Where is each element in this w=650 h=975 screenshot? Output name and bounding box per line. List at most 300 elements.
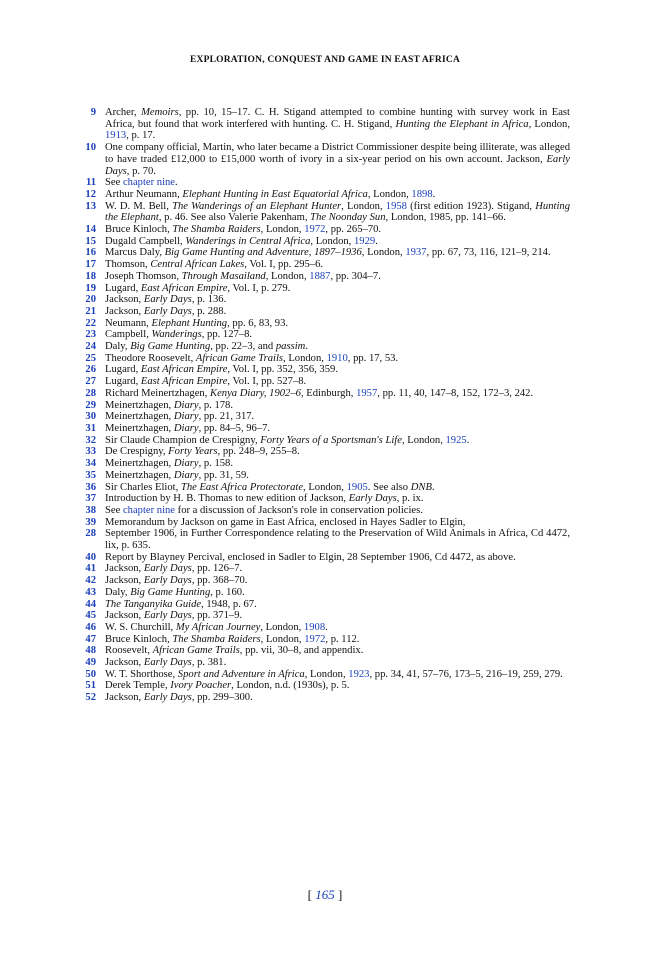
italic-title: The Noonday Sun: [310, 212, 386, 224]
italic-title: Early Days: [143, 657, 192, 669]
italic-title: Early Days: [143, 305, 192, 317]
endnote: [70, 622, 570, 634]
endnote-number[interactable]: 23: [85, 329, 96, 341]
endnote: [70, 107, 570, 142]
note-text-segment: , London,: [401, 434, 446, 446]
endnote: [70, 482, 570, 494]
endnote-number[interactable]: 32: [85, 434, 96, 446]
endnote: [70, 528, 570, 551]
note-text-segment: , London,: [310, 235, 354, 247]
note-text-segment: Introduction by H. B. Thomas to new edition of Jackson,: [105, 493, 349, 505]
italic-title: Hunting the Elephant in Africa: [395, 118, 529, 130]
endnote-number[interactable]: 45: [85, 610, 96, 622]
note-text-segment: One company official, Martin, who later became a District Commissioner despite being illiterate, was alleged to have traded £12,000 to £15,000 worth of ivory in a six-year period on his own account. Jackson,: [105, 142, 570, 165]
endnote: [70, 645, 570, 657]
endnote-number[interactable]: 17: [85, 259, 96, 271]
endnote: [70, 634, 570, 646]
endnote-text: [105, 435, 570, 447]
endnote-number[interactable]: 30: [85, 411, 96, 423]
endnote-number[interactable]: 12: [85, 188, 96, 200]
endnote: [70, 400, 570, 412]
page-number-value[interactable]: 165: [315, 887, 335, 902]
endnote-text: [105, 599, 570, 611]
italic-title: Diary: [173, 411, 199, 423]
endnote-number[interactable]: 9: [90, 107, 96, 118]
note-text-segment: , pp. 84–5, 96–7.: [198, 422, 271, 434]
endnote-text: [105, 201, 570, 224]
endnote-text: [105, 283, 570, 295]
note-text-segment: , London, n.d. (1930s), p. 5.: [231, 680, 350, 692]
endnote-text: [105, 657, 570, 669]
endnote: [70, 318, 570, 330]
note-text-segment: , p. 46. See also Valerie Pakenham,: [158, 212, 311, 224]
note-text-segment: Sir Claude Champion de Crespigny,: [105, 434, 261, 446]
endnote-text: [105, 400, 570, 412]
note-text-segment: Richard Meinertzhagen,: [105, 387, 211, 399]
note-text-segment: , pp. 126–7.: [191, 563, 243, 575]
note-text-segment: Neumann,: [105, 317, 152, 329]
endnote: [70, 599, 570, 611]
note-text-segment: , pp. 371–9.: [191, 610, 243, 622]
note-text-segment: Lugard,: [105, 364, 141, 376]
note-text-segment: , p. 136.: [191, 294, 227, 306]
note-text-segment: W. D. M. Bell,: [105, 200, 173, 212]
endnote: [70, 458, 570, 470]
note-text-segment: Jackson,: [105, 563, 144, 575]
endnote-number[interactable]: 18: [85, 270, 96, 282]
note-text-segment: , London, 1985, pp. 141–66.: [385, 212, 506, 224]
endnote: [70, 376, 570, 388]
endnote: [70, 552, 570, 564]
italic-title: Central African Lakes: [150, 259, 245, 271]
endnote-text: [105, 177, 570, 189]
endnote-text: [105, 388, 570, 400]
note-text-segment: , p. 70.: [126, 165, 156, 177]
note-text-segment: , pp. 248–9, 255–8.: [217, 446, 300, 458]
italic-title: Early Days: [143, 610, 192, 622]
note-text-segment: W. T. Shorthose,: [105, 668, 178, 680]
cross-reference-link[interactable]: 1972: [304, 224, 326, 236]
endnote-text: [105, 610, 570, 622]
note-text-segment: , pp. 17, 53.: [347, 352, 399, 364]
endnote-text: [105, 423, 570, 435]
endnote: [70, 505, 570, 517]
endnote-text: [105, 329, 570, 341]
note-text-segment: , London,: [283, 352, 327, 364]
cross-reference-link[interactable]: chapter nine: [122, 504, 176, 516]
note-text-segment: Joseph Thomson,: [105, 270, 182, 282]
italic-title: The East Africa Protectorate: [180, 481, 304, 493]
endnote: [70, 411, 570, 423]
endnote-text: [105, 669, 570, 681]
cross-reference-link[interactable]: chapter nine: [122, 177, 176, 189]
italic-title: My African Journey: [175, 621, 261, 633]
cross-reference-link[interactable]: 1937: [405, 247, 427, 259]
cross-reference-link[interactable]: 1887: [309, 270, 331, 282]
endnote: [70, 271, 570, 283]
note-text-segment: , p. 112.: [325, 633, 360, 645]
endnote-number[interactable]: 40: [85, 551, 96, 563]
endnote: [70, 563, 570, 575]
note-text-segment: , pp. 6, 83, 93.: [227, 317, 289, 329]
endnote-number[interactable]: 47: [85, 633, 96, 645]
endnote-text: [105, 364, 570, 376]
italic-title: DNB: [410, 481, 432, 493]
note-text-segment: Bruce Kinloch,: [105, 633, 173, 645]
endnote: [70, 306, 570, 318]
note-text-segment: Arthur Neumann,: [105, 188, 183, 200]
italic-title: Forty Years of a Sportsman's Life: [260, 434, 402, 446]
note-text-segment: , p. 178.: [198, 399, 233, 411]
cross-reference-link[interactable]: 1972: [304, 633, 326, 645]
cross-reference-link[interactable]: 1908: [303, 621, 326, 633]
italic-title: Through Masailand: [181, 270, 266, 282]
italic-title: The Shamba Raiders: [172, 633, 261, 645]
endnote-number[interactable]: 44: [85, 598, 96, 610]
endnote-number[interactable]: 31: [85, 422, 96, 434]
note-text-segment: , Vol. I, pp. 295–6.: [244, 259, 324, 271]
endnote-number[interactable]: 11: [85, 177, 96, 189]
endnote-text: [105, 411, 570, 423]
endnote-text: [105, 680, 570, 692]
endnote: [70, 294, 570, 306]
italic-title: Hunting the Elephant: [105, 200, 570, 224]
endnote-text: [105, 446, 570, 458]
italic-title: Diary: [173, 422, 199, 434]
note-text-segment: Theodore Roosevelt,: [105, 352, 196, 364]
endnote: [70, 388, 570, 400]
note-text-segment: , London,: [341, 200, 386, 212]
endnote-text: [105, 505, 570, 517]
note-text-segment: , Vol. I, pp. 527–8.: [227, 376, 307, 388]
cross-reference-link[interactable]: 1957: [356, 387, 378, 399]
note-text-segment: , p. ix.: [396, 493, 424, 505]
cross-reference-link[interactable]: 1898: [411, 188, 433, 200]
note-text-segment: , pp. 368–70.: [191, 575, 248, 587]
note-text-segment: Campbell,: [105, 329, 152, 341]
note-text-segment: , Edinburgh,: [300, 387, 357, 399]
italic-title: Sport and Adventure in Africa: [177, 668, 305, 680]
note-text-segment: Marcus Daly,: [105, 247, 165, 259]
endnote: [70, 435, 570, 447]
note-text-segment: September 1906, in Further Correspondence relating to the Preservation of Wild Animals in Africa, Cd 4472, lix, p. 635.: [105, 528, 570, 552]
endnote: [70, 669, 570, 681]
endnote: [70, 259, 570, 271]
endnote-text: [105, 493, 570, 505]
endnote-number[interactable]: 41: [85, 563, 96, 575]
italic-title: Early Days: [143, 563, 192, 575]
endnote-number[interactable]: 28: [85, 387, 96, 399]
italic-title: Elephant Hunting: [151, 317, 228, 329]
note-text-segment: , London,: [361, 247, 406, 259]
endnote-number[interactable]: 51: [85, 680, 96, 692]
note-text-segment: Jackson,: [105, 610, 144, 622]
endnote-number[interactable]: 33: [85, 446, 96, 458]
italic-title: Kenya Diary, 1902–6: [210, 387, 301, 399]
cross-reference-link[interactable]: 1905: [346, 481, 368, 493]
endnote-number[interactable]: 35: [85, 469, 96, 481]
note-text-segment: , pp. 22–3, and: [210, 341, 276, 353]
endnote-text: [105, 552, 570, 564]
running-header: EXPLORATION, CONQUEST AND GAME IN EAST AFRICA: [189, 55, 461, 65]
endnote-number[interactable]: 25: [85, 352, 96, 364]
note-text-segment: .: [431, 481, 435, 493]
endnote-text: [105, 645, 570, 657]
cross-reference-link[interactable]: 1925: [445, 434, 467, 446]
note-text-segment: Jackson,: [105, 294, 144, 306]
note-text-segment: Meinertzhagen,: [105, 399, 174, 411]
note-text-segment: , pp. 127–8.: [201, 329, 253, 341]
note-text-segment: , London,: [260, 224, 305, 236]
endnote: [70, 201, 570, 224]
endnotes-list: [70, 107, 570, 704]
endnote-number[interactable]: 26: [85, 364, 96, 376]
endnote-text: [105, 353, 570, 365]
endnote: [70, 142, 570, 177]
note-text-segment: Jackson,: [105, 575, 144, 587]
endnote-number[interactable]: 36: [85, 481, 96, 493]
italic-title: African Game Trails: [195, 352, 284, 364]
note-text-segment: Lugard,: [105, 376, 141, 388]
endnote-number[interactable]: 37: [85, 493, 96, 505]
endnote-text: [105, 142, 570, 177]
note-text-segment: .: [432, 188, 436, 200]
endnote-number[interactable]: 10: [85, 142, 96, 154]
endnote-text: [105, 458, 570, 470]
note-text-segment: , pp. 10, 15–17. C. H. Stigand attempted to combine hunting with survey work in East Africa, but found that work interfered with hunting. C. H. Stigand,: [105, 107, 570, 130]
endnote-number[interactable]: 38: [85, 504, 96, 516]
endnote: [70, 493, 570, 505]
cross-reference-link[interactable]: 1910: [326, 352, 348, 364]
note-text-segment: .: [325, 621, 328, 633]
note-text-segment: , Vol. I, pp. 352, 356, 359.: [227, 364, 338, 376]
endnote: [70, 224, 570, 236]
endnote-number[interactable]: 24: [85, 341, 96, 353]
endnote-number[interactable]: 43: [85, 586, 96, 598]
note-text-segment: .: [175, 177, 178, 189]
endnote: [70, 517, 570, 529]
endnote: [70, 189, 570, 201]
endnote-number[interactable]: 15: [85, 235, 96, 247]
note-text-segment: Thomson,: [105, 259, 151, 271]
note-text-segment: Sir Charles Eliot,: [105, 481, 181, 493]
note-text-segment: , p. 381.: [191, 657, 227, 669]
endnote-number[interactable]: 34: [85, 458, 96, 470]
note-text-segment: , p. 288.: [191, 305, 227, 317]
note-text-segment: Memorandum by Jackson on game in East Africa, enclosed in Hayes Sadler to Elgin,: [105, 516, 466, 528]
endnote-number[interactable]: 21: [85, 305, 96, 317]
endnote-number[interactable]: 42: [85, 575, 96, 587]
endnote-number[interactable]: 16: [85, 247, 96, 259]
note-text-segment: .: [466, 434, 470, 446]
endnote-text: [105, 107, 570, 142]
endnote-number[interactable]: 22: [85, 317, 96, 329]
note-text-segment: , pp. 34, 41, 57–76, 173–5, 216–19, 259, 279.: [369, 668, 563, 680]
endnote: [70, 283, 570, 295]
note-text-segment: De Crespigny,: [105, 446, 169, 458]
note-text-segment: Meinertzhagen,: [105, 411, 174, 423]
note-text-segment: .: [305, 341, 308, 353]
note-text-segment: Daly,: [105, 586, 131, 598]
note-text-segment: Jackson,: [105, 305, 144, 317]
note-text-segment: , London,: [303, 481, 347, 493]
cross-reference-link[interactable]: 1958: [385, 200, 407, 212]
endnote: [70, 364, 570, 376]
italic-title: Big Game Hunting and Adventure, 1897–1936: [164, 247, 362, 259]
endnote-number[interactable]: 14: [85, 224, 96, 236]
italic-title: Big Game Hunting: [130, 586, 211, 598]
italic-title: African Game Trails: [152, 645, 240, 657]
note-text-segment: , London,: [367, 188, 412, 200]
note-text-segment: Jackson,: [105, 657, 144, 669]
endnote-number[interactable]: 19: [85, 282, 96, 294]
endnote-text: [105, 224, 570, 236]
endnote-text: [105, 318, 570, 330]
endnote: [70, 353, 570, 365]
note-text-segment: , pp. 21, 317.: [198, 411, 255, 423]
endnote-number[interactable]: 13: [85, 200, 96, 212]
note-text-segment: , London,: [260, 633, 305, 645]
endnote-number[interactable]: 20: [85, 294, 96, 306]
note-text-segment: Derek Temple,: [105, 680, 171, 692]
italic-title: Elephant Hunting in East Equatorial Africa: [182, 188, 368, 200]
endnote-text: [105, 470, 570, 482]
endnote-number[interactable]: 50: [85, 668, 96, 680]
italic-title: Diary: [173, 458, 199, 470]
italic-title: East African Empire: [140, 364, 228, 376]
note-text-segment: , London,: [304, 668, 349, 680]
endnote-text: [105, 575, 570, 587]
note-text-segment: Dugald Campbell,: [105, 235, 186, 247]
note-text-segment: Report by Blayney Percival, enclosed in Sadler to Elgin, 28 September 1906, Cd 4472, as above.: [105, 551, 516, 563]
italic-title: East African Empire: [140, 376, 228, 388]
endnote-text: [105, 247, 570, 259]
note-text-segment: , pp. vii, 30–8, and appendix.: [239, 645, 364, 657]
endnote-text: [105, 376, 570, 388]
endnote-number[interactable]: 46: [85, 621, 96, 633]
italic-title: Diary: [173, 469, 199, 481]
italic-title: Ivory Poacher: [170, 680, 232, 692]
endnote-number[interactable]: 52: [85, 692, 96, 704]
endnote-text: [105, 692, 570, 704]
endnote-text: [105, 587, 570, 599]
endnote-text: [105, 294, 570, 306]
italic-title: Early Days: [105, 153, 570, 177]
note-text-segment: Meinertzhagen,: [105, 458, 174, 470]
endnote: [70, 575, 570, 587]
note-text-segment: , pp. 31, 59.: [198, 469, 249, 481]
italic-title: Wanderings in Central Africa: [185, 235, 311, 247]
cross-reference-link[interactable]: 1923: [348, 668, 370, 680]
note-text-segment: , p. 158.: [198, 458, 233, 470]
italic-title: Big Game Hunting: [130, 341, 211, 353]
endnote: [70, 610, 570, 622]
endnote-number[interactable]: 48: [85, 645, 96, 657]
endnote-number[interactable]: 49: [85, 657, 96, 669]
note-text-segment: . See also: [367, 481, 411, 493]
endnote-text: [105, 622, 570, 634]
note-text-segment: See: [105, 177, 123, 189]
endnote: [70, 692, 570, 704]
note-text-segment: Meinertzhagen,: [105, 469, 174, 481]
endnote-number[interactable]: 27: [85, 376, 96, 388]
note-text-segment: , pp. 67, 73, 116, 121–9, 214.: [426, 247, 551, 259]
note-text-segment: Archer,: [105, 107, 142, 118]
endnote: [70, 341, 570, 353]
italic-title: The Shamba Raiders: [172, 224, 261, 236]
endnote-number[interactable]: 29: [85, 399, 96, 411]
endnote: [70, 587, 570, 599]
italic-title: Early Days: [143, 294, 192, 306]
endnote-text: [105, 517, 570, 529]
endnote: [70, 470, 570, 482]
endnote-text: [105, 189, 570, 201]
cross-reference-link[interactable]: 1913: [105, 130, 127, 142]
page-number: [0, 887, 650, 903]
endnote-text: [105, 634, 570, 646]
note-text-segment: W. S. Churchill,: [105, 621, 176, 633]
note-text-segment: Meinertzhagen,: [105, 422, 174, 434]
note-text-segment: Bruce Kinloch,: [105, 224, 173, 236]
note-text-segment: Lugard,: [105, 282, 141, 294]
italic-title: Early Days: [143, 692, 192, 704]
note-text-segment: , Vol. I, p. 279.: [227, 282, 291, 294]
italic-title: The Wanderings of an Elephant Hunter: [172, 200, 342, 212]
endnote: [70, 423, 570, 435]
note-text-segment: , London,: [265, 270, 310, 282]
endnote-text: [105, 528, 570, 551]
italic-title: Memoirs: [141, 107, 179, 118]
endnote-text: [105, 482, 570, 494]
note-text-segment: , pp. 265–70.: [325, 224, 382, 236]
endnote-text: [105, 306, 570, 318]
note-text-segment: Jackson,: [105, 692, 144, 704]
note-text-segment: , 1948, p. 67.: [201, 598, 257, 610]
endnote-text: [105, 563, 570, 575]
endnote: [70, 680, 570, 692]
endnote-number[interactable]: 39: [85, 516, 96, 528]
italic-title: Forty Years: [168, 446, 218, 458]
page-bracket-open: [: [307, 887, 316, 902]
endnote: [70, 247, 570, 259]
note-text-segment: , pp. 11, 40, 147–8, 152, 172–3, 242.: [377, 387, 534, 399]
note-text-segment: , pp. 299–300.: [191, 692, 253, 704]
endnote: [70, 446, 570, 458]
endnote: [70, 236, 570, 248]
note-text-segment: , p. 17.: [126, 130, 156, 142]
note-text-segment: Roosevelt,: [105, 645, 153, 657]
note-text-segment: , London,: [260, 621, 304, 633]
endnote-number[interactable]: 28: [85, 528, 96, 540]
note-text-segment: , pp. 304–7.: [330, 270, 381, 282]
endnote-text: [105, 341, 570, 353]
note-text-segment: See: [105, 504, 123, 516]
italic-title: passim: [275, 341, 306, 353]
note-text-segment: (first edition 1923). Stigand,: [406, 200, 536, 212]
note-text-segment: .: [375, 235, 378, 247]
endnote-text: [105, 271, 570, 283]
endnote-text: [105, 236, 570, 248]
note-text-segment: for a discussion of Jackson's role in conservation policies.: [175, 504, 423, 516]
italic-title: The Tanganyika Guide: [105, 598, 202, 610]
cross-reference-link[interactable]: 1929: [353, 235, 376, 247]
italic-title: Wanderings: [151, 329, 202, 341]
italic-title: Early Days: [348, 493, 397, 505]
note-text-segment: Daly,: [105, 341, 131, 353]
note-text-segment: , p. 160.: [210, 586, 245, 598]
page-bracket-close: ]: [334, 887, 343, 902]
endnote: [70, 657, 570, 669]
